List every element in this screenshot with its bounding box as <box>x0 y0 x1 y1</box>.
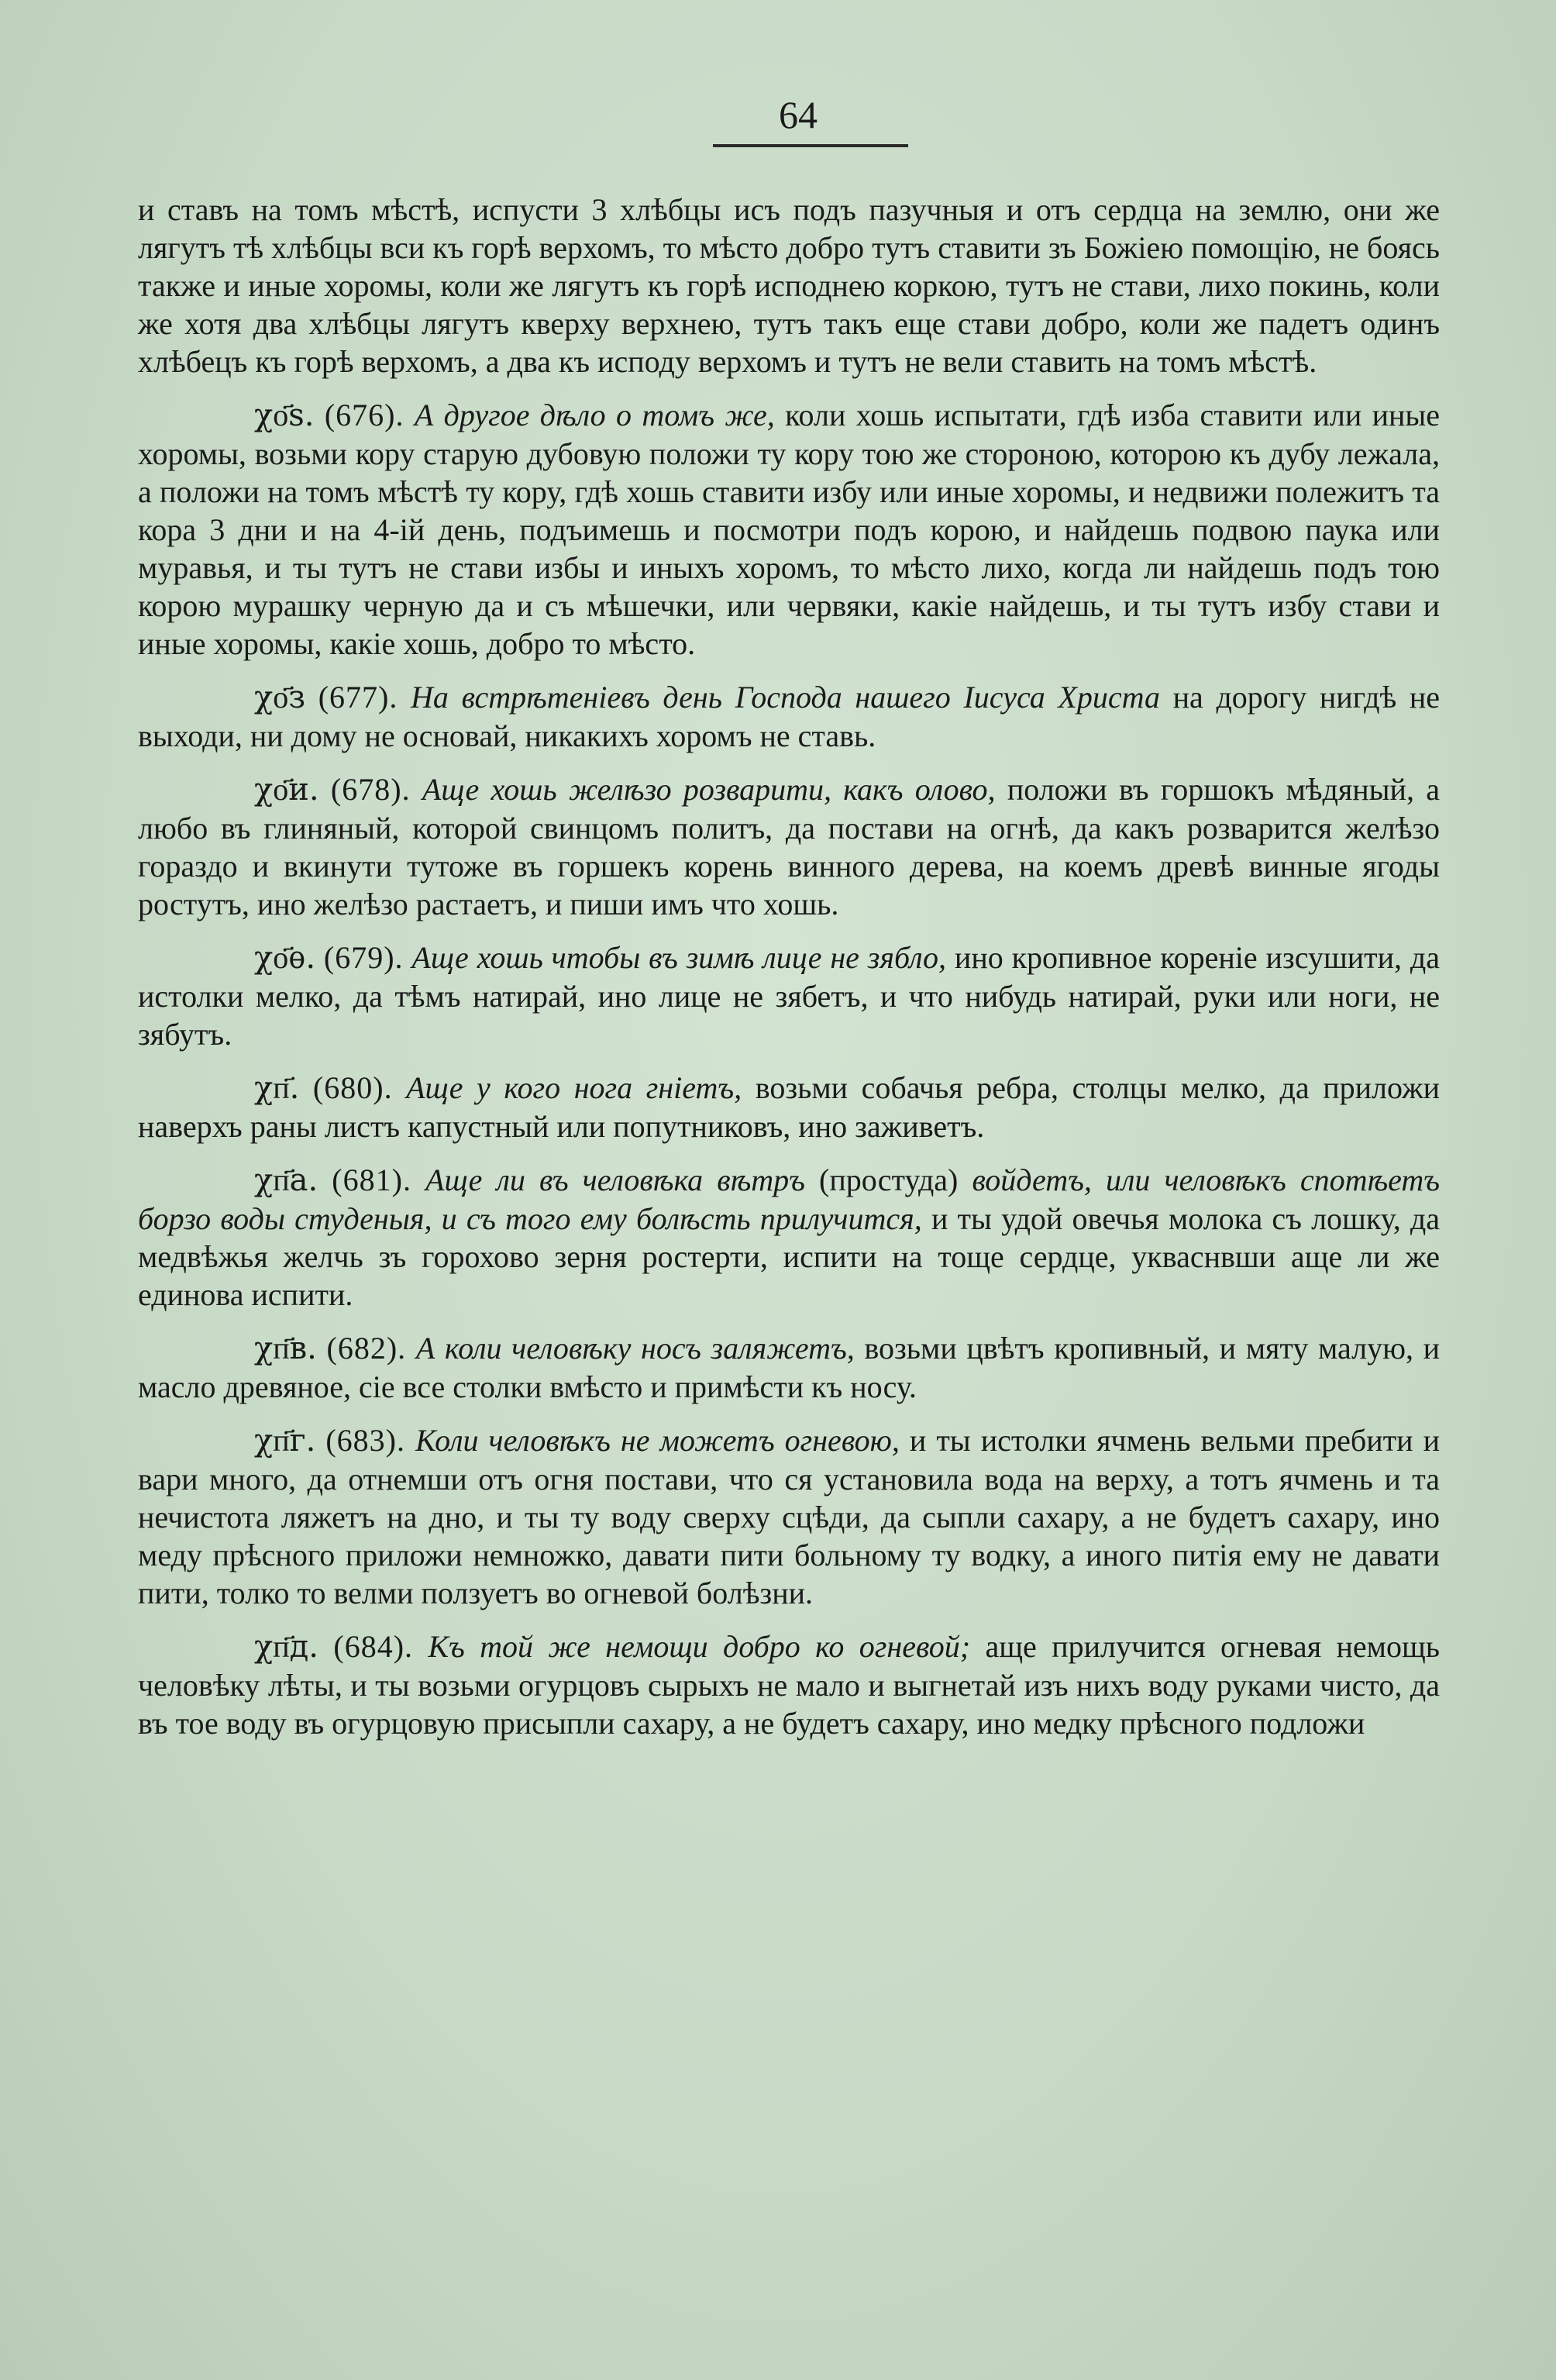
entry-text: коли хошь испытати, гдѣ изба ставити или иные хоромы, возьми кору старую дубовую положи ту кору тою же стороною, которою къ дубу лежала, а положи на томъ мѣстѣ ту кору, гдѣ хошь ставити избу или иные хоромы, и недвижи полежитъ та кора 3 дни и на 4-ій день, подъимешь и посмотри подъ корою, и найдешь подвою паука или муравья, и ты тутъ не стави избы и иныхъ хоромъ, то мѣсто лихо, когда ли найдешь подъ тою корою мурашку черную да и съ мѣшечки, или червяки, какіе найдешь, и ты тутъ избу стави и иные хоромы, какіе хошь, добро то мѣсто. <box>138 398 1441 661</box>
entry-683 <box>138 1421 1440 1612</box>
entry-text: возьми цвѣтъ кропивный, и мяту малую, и масло древяное, сіе все столки вмѣсто и примѣсти къ носу. <box>138 1331 1441 1404</box>
entry-title: Аще хошь желѣзо розварити, какъ олово, <box>422 772 996 807</box>
entry-number: (684). <box>333 1629 414 1664</box>
entry-mark: χп҃в. <box>254 1331 317 1366</box>
entry-title-plain: (простуда) <box>819 1162 959 1197</box>
entry-677 <box>138 678 1440 755</box>
entry-mark: χп҃д. <box>254 1629 318 1665</box>
entry-title: А другое дѣло о томъ же, <box>414 398 775 432</box>
entry-title: Къ той же немощи добро ко огневой; <box>428 1629 971 1664</box>
entry-682 <box>138 1329 1440 1406</box>
entry-681 <box>138 1161 1440 1314</box>
entry-title: Коли человѣкъ не можетъ огневою, <box>415 1423 900 1458</box>
entry-text: положи въ горшокъ мѣдяный, а любо въ глиняный, которой свинцомъ политъ, да постави на огнѣ, да какъ розварится желѣзо гораздо и вкинути тутоже въ горшекъ корень винного дерева, на коемъ древѣ винные ягоды ростутъ, ино желѣзо растаетъ, и пиши имъ что хошь. <box>138 772 1441 921</box>
paragraph-continuation <box>138 191 1440 381</box>
entry-mark: χп҃г. <box>254 1423 316 1459</box>
entry-title: А коли человѣку носъ заляжетъ, <box>415 1331 855 1366</box>
entry-number: (679). <box>323 940 404 975</box>
entry-676 <box>138 396 1440 663</box>
page-number: 64 <box>779 93 818 136</box>
entry-mark: χо҃з <box>254 680 306 715</box>
entry-text: и ты истолки ячмень вельми пребити и вари много, да отнемши отъ огня постави, что ся установила вода на верху, а тотъ ячмень и та нечистота ляжетъ на дно, и ты ту воду сверху сцѣди, да сыпли сахару, а не будетъ сахару, ино меду прѣсного приложи немножко, давати пити больному ту водку, а иного питія ему не давати пити, толко то велми ползуетъ во огневой болѣзни. <box>138 1423 1440 1610</box>
entry-title: На встрѣтеніевъ день Господа нашего Іисуса Христа <box>411 680 1160 715</box>
entry-mark: χо҃и. <box>254 772 319 808</box>
entry-mark: χо҃ѳ. <box>254 940 316 976</box>
entry-mark: χо҃ѕ. <box>254 398 315 433</box>
body-text <box>138 191 1440 1758</box>
entry-684 <box>138 1627 1440 1742</box>
entry-number: (678). <box>330 772 411 807</box>
entry-mark: χп҃. <box>254 1070 300 1106</box>
paragraph-text: и ставъ на томъ мѣстѣ, испусти 3 хлѣбцы исъ подъ пазучныя и отъ сердца на землю, они же лягутъ тѣ хлѣбцы вси къ горѣ верхомъ, то мѣсто добро тутъ ставити зъ Божіею помощію, не боясь также и иные хоромы, коли же лягутъ къ горѣ исподнею коркою, тутъ не стави, лихо покинь, коли же хотя два хлѣбцы лягутъ кверху верхнею, тутъ такъ еще стави добро, коли же падетъ одинъ хлѣбецъ къ горѣ верхомъ, а два къ исподу верхомъ и тутъ не вели ставить на томъ мѣстѣ. <box>138 192 1440 379</box>
entry-679 <box>138 939 1440 1053</box>
entry-text: возьми собачья ребра, столцы мелко, да приложи наверхъ раны листъ капустный или попутниковъ, ино заживетъ. <box>138 1070 1441 1144</box>
entry-text: ино кропивное кореніе изсушити, да истолки мелко, да тѣмъ натирай, ино лице не зябетъ, и что нибудь натирай, руки или ноги, не зябутъ. <box>138 940 1440 1052</box>
entry-number: (683). <box>325 1423 405 1458</box>
entry-title: Аще ли въ человѣка вѣтръ <box>425 1162 805 1197</box>
entry-number: (681). <box>332 1162 411 1197</box>
entry-number: (682). <box>326 1331 407 1366</box>
entry-680 <box>138 1069 1440 1145</box>
entry-text: на дорогу нигдѣ не выходи, ни дому не основай, никакихъ хоромъ не ставь. <box>138 680 1441 753</box>
entry-number: (680). <box>312 1070 393 1105</box>
entry-text: и ты удой овечья молока съ лошку, да медвѣжья желчь зъ горохово зерня ростерти, испити на тоще сердце, укваснвши аще ли же единова испити. <box>138 1201 1441 1312</box>
entry-number: (676). <box>324 398 404 432</box>
header-rule <box>713 144 908 147</box>
entry-title-continued: войдетъ, или человѣкъ спотѣетъ борзо воды студеныя, и съ того ему болѣсть прилучится, <box>138 1162 1441 1236</box>
entry-title: Аще у кого нога гніетъ, <box>406 1070 742 1105</box>
entry-number: (677). <box>318 680 398 715</box>
entry-678 <box>138 770 1440 923</box>
entry-text: аще прилучится огневая немощь человѣку лѣты, и ты возьми огурцовъ сырыхъ не мало и выгнетай изъ нихъ воду руками чисто, да въ тое воду въ огурцовую присыпли сахару, а не будетъ сахару, ино медку прѣсного подложи <box>138 1629 1440 1741</box>
entry-title: Аще хошь чтобы въ зимѣ лице не зябло, <box>411 940 947 975</box>
entry-mark: χп҃а. <box>254 1162 318 1198</box>
